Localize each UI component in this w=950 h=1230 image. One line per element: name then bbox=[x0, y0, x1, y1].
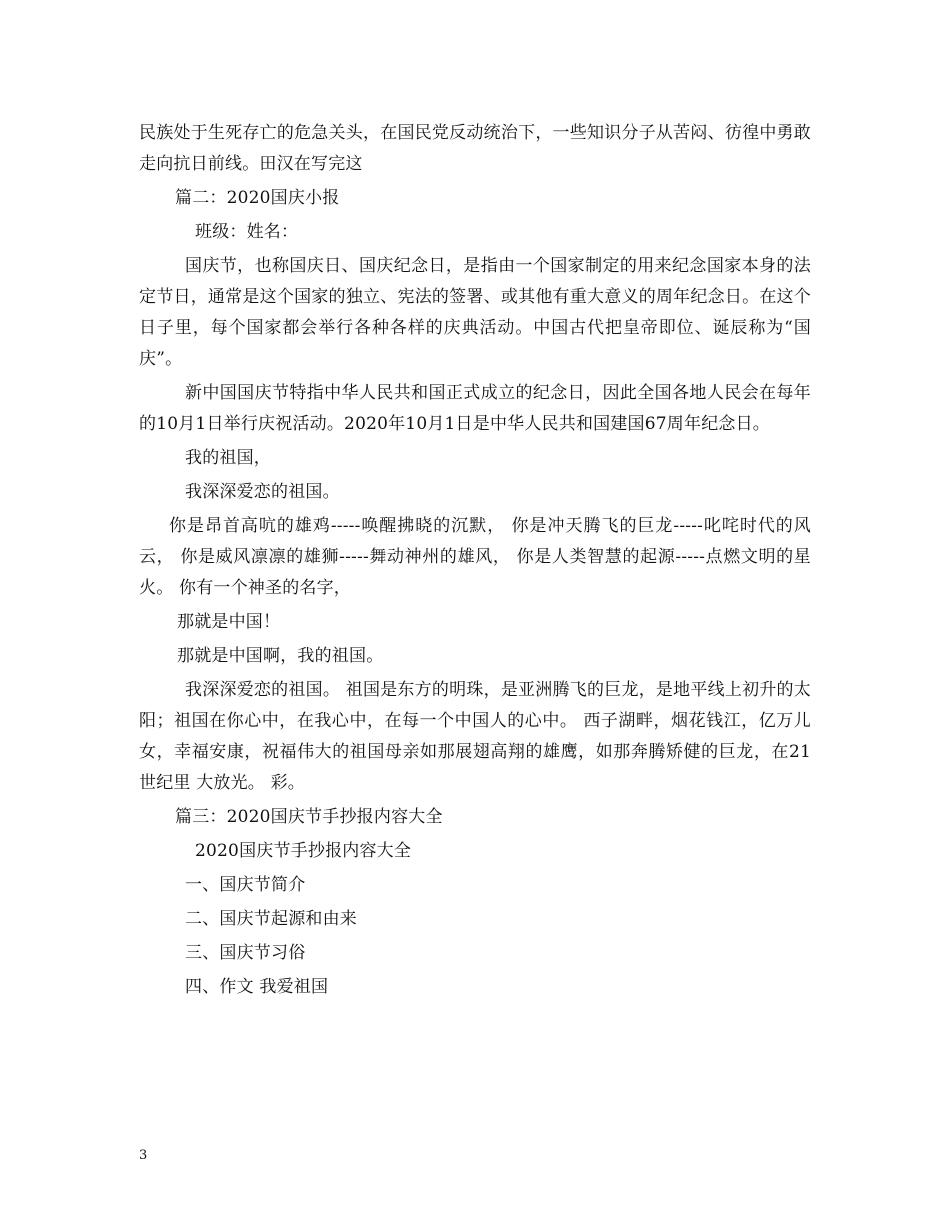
list-item-essay: 四、作文 我爱祖国 bbox=[185, 977, 329, 997]
list-item-introduction: 一、国庆节简介 bbox=[185, 875, 306, 895]
list-item-origin: 二、国庆节起源和由来 bbox=[185, 909, 357, 929]
paragraph-national-day-definition: 国庆节，也称国庆日、国庆纪念日，是指由一个国家制定的用来纪念国家本身的法定节日，通常是这个国家的独立、宪法的签署、或其他有重大意义的周年纪念日。在这个日子里，每个国家都会举行各种各样的庆典活动。中国古代把皇帝即位、诞辰称为“国庆”。 bbox=[139, 256, 811, 369]
paragraph-new-china-national-day: 新中国国庆节特指中华人民共和国正式成立的纪念日，因此全国各地人民会在每年的10月1日举行庆祝活动。2020年10月1日是中华人民共和国建国67周年纪念日。 bbox=[139, 383, 811, 434]
section-heading-part-3: 篇三：2020国庆节手抄报内容大全 bbox=[175, 807, 443, 827]
poem-stanza-metaphors: 你是昂首高吭的雄鸡-----唤醒拂晓的沉默， 你是冲天腾飞的巨龙-----叱咤时代的风云， 你是威风凛凛的雄狮-----舞动神州的雄风， 你是人类智慧的起源-----点燃文明的星火。 你有一个神圣的名字， bbox=[139, 516, 811, 598]
section-heading-part-2: 篇二：2020国庆小报 bbox=[175, 188, 340, 208]
list-item-customs: 三、国庆节习俗 bbox=[185, 943, 306, 963]
document-body bbox=[139, 118, 811, 1006]
poem-line-deeply-loved: 我深深爱恋的祖国。 bbox=[185, 482, 340, 502]
poem-line-my-motherland: 我的祖国， bbox=[185, 448, 271, 468]
paragraph-continuation: 民族处于生死存亡的危急关头，在国民党反动统治下，一些知识分子从苦闷、彷徨中勇敢走向抗日前线。田汉在写完这 bbox=[139, 123, 811, 174]
poem-line-that-is-china: 那就是中国！ bbox=[177, 612, 281, 632]
poem-stanza-pearl-of-east: 我深深爱恋的祖国。 祖国是东方的明珠，是亚洲腾飞的巨龙，是地平线上初升的太阳；祖国在你心中，在我心中，在每一个中国人的心中。 西子湖畔，烟花钱江，亿万儿女，幸福安康，祝福伟大的祖国母亲如那展翅高翔的雄鹰，如那奔腾矫健的巨龙，在21世纪里 大放光。 彩。 bbox=[139, 680, 811, 793]
poem-line-that-is-china-my-motherland: 那就是中国啊，我的祖国。 bbox=[177, 646, 384, 666]
class-name-line: 班级：姓名： bbox=[195, 222, 299, 242]
page-number: 3 bbox=[139, 1148, 148, 1163]
subtitle-handout-contents: 2020国庆节手抄报内容大全 bbox=[195, 841, 412, 861]
